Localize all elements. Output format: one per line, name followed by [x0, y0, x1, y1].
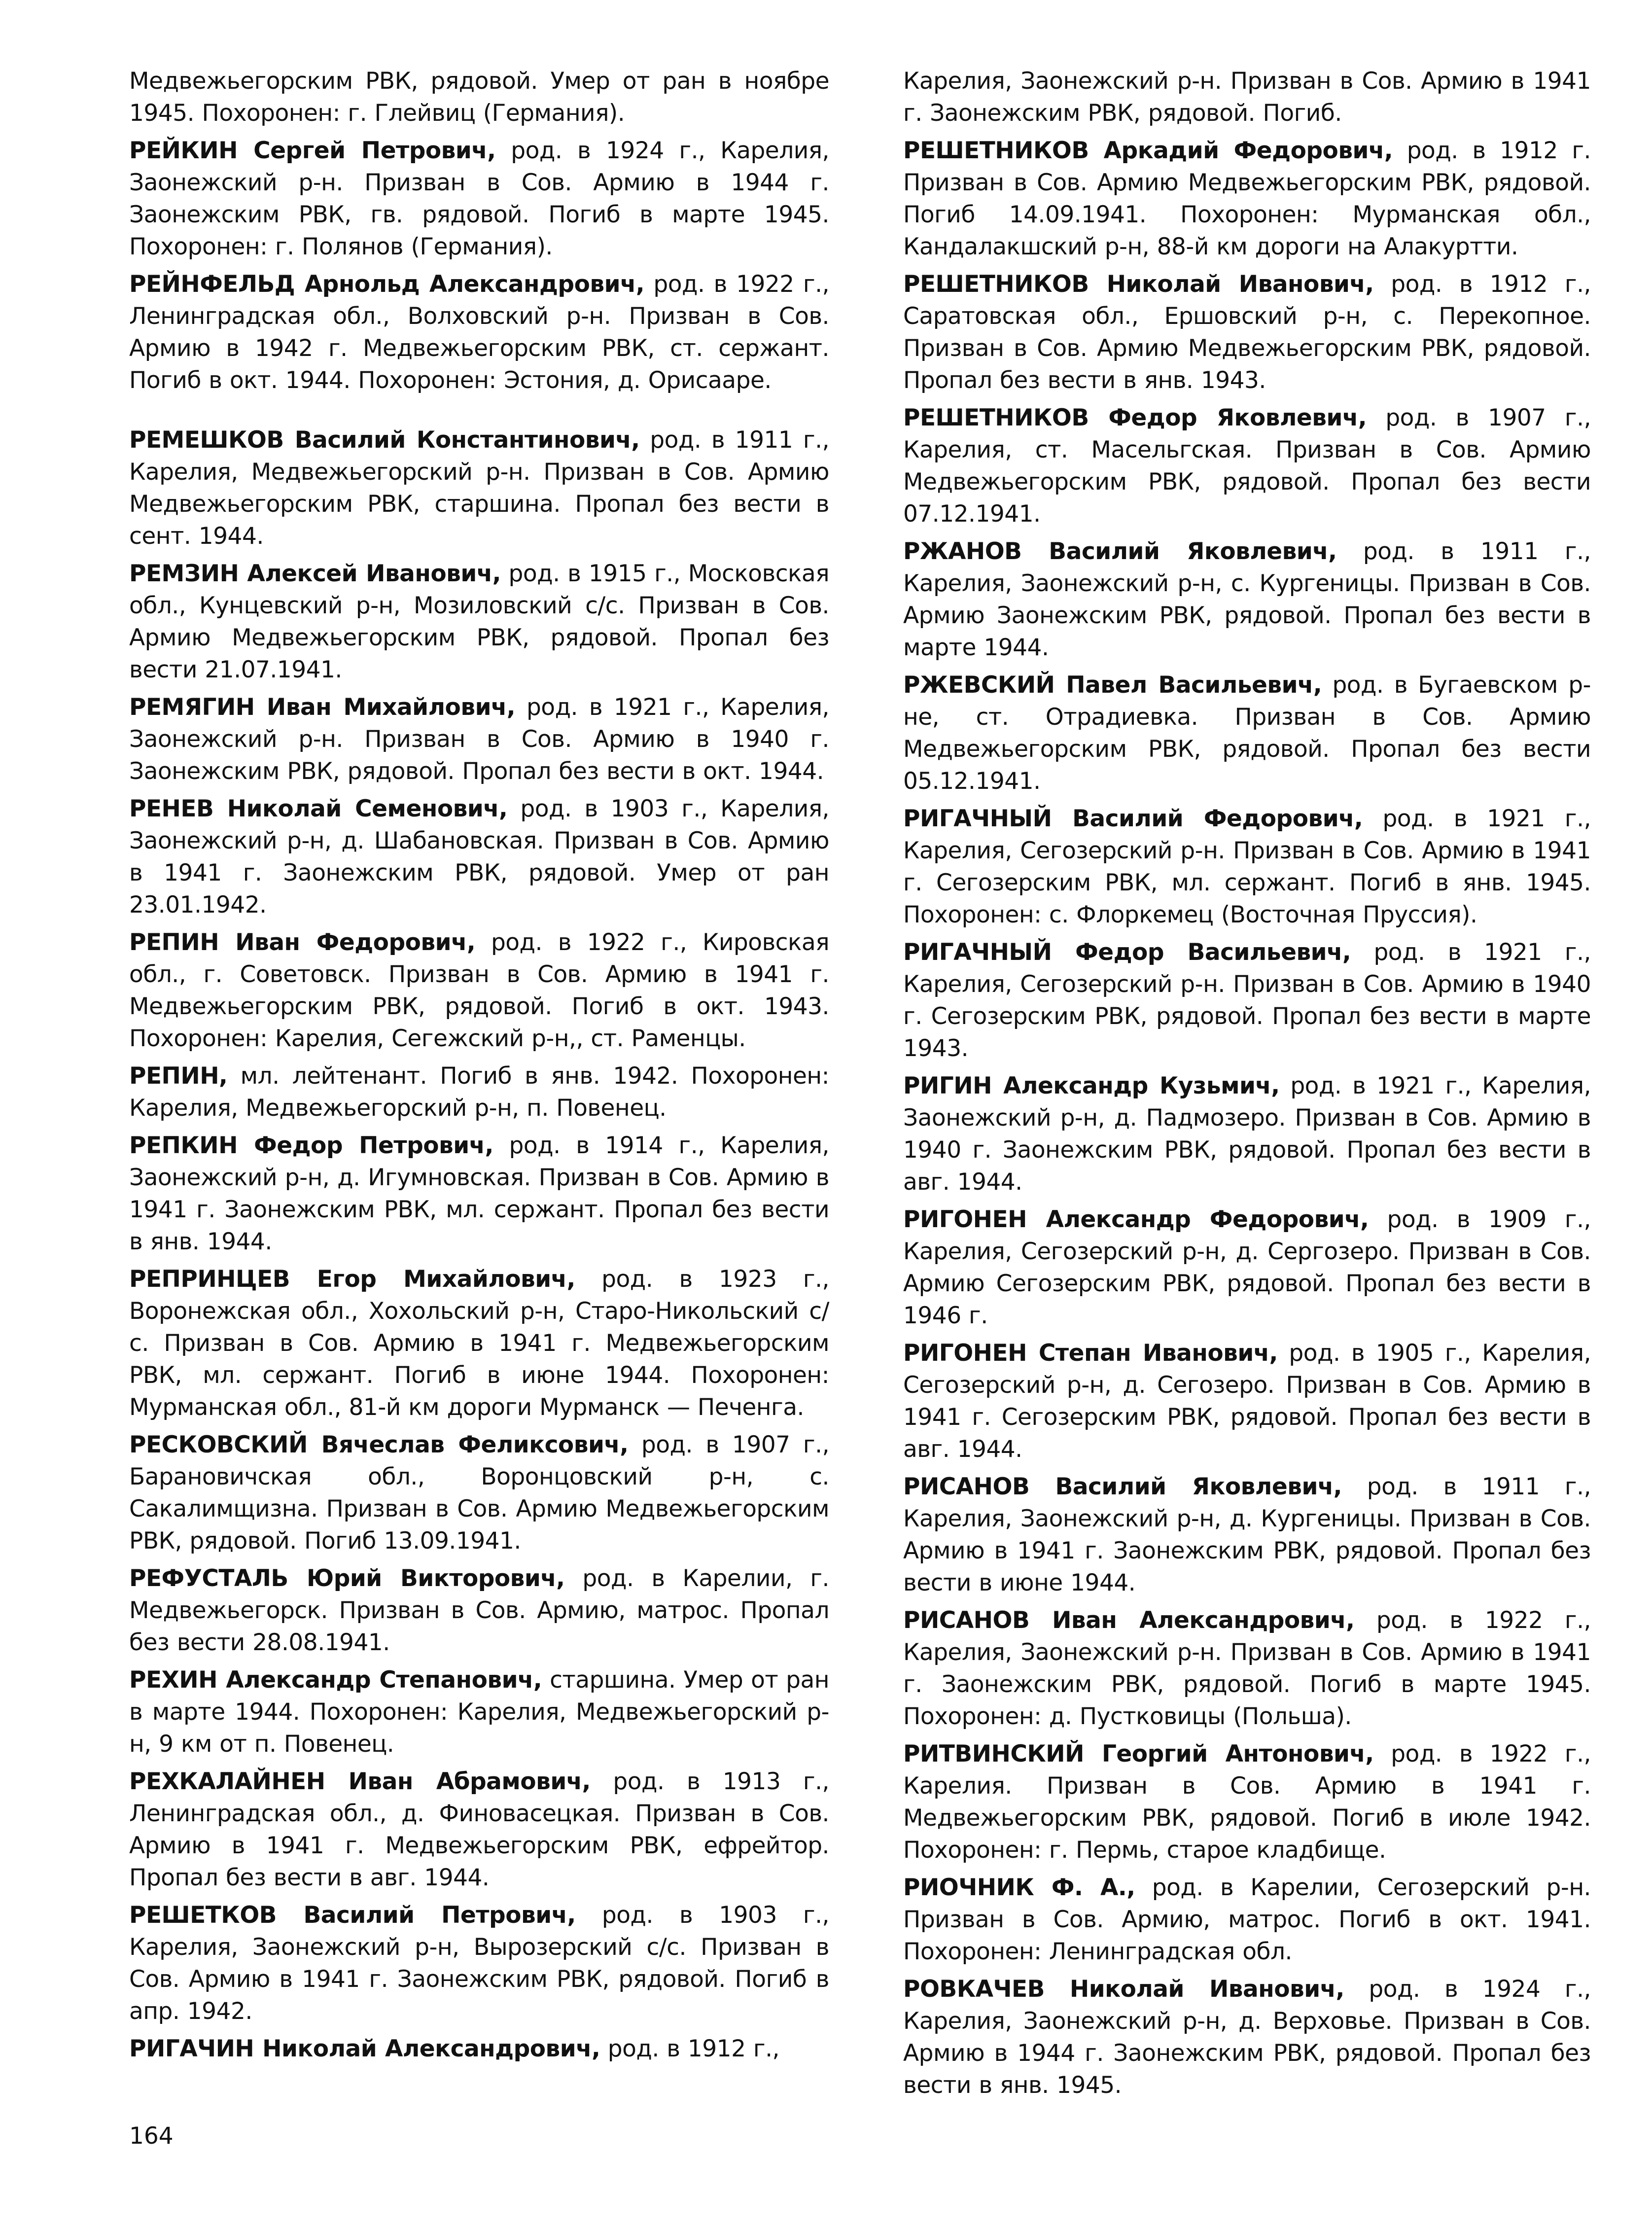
entry-text: род. в 1911 г., Карелия, Заонежский р-н, с. Кургеницы. Призван в Сов. Армию Заонежским РВК, рядовой. Пропал без вести в марте 1944. — [903, 538, 1591, 661]
entry — [903, 1738, 1591, 1866]
entry-head: РЕШЕТНИКОВ Федор Яковлевич, — [903, 404, 1367, 431]
entry-text: род. в 1921 г., Карелия, Сегозерский р-н. Призван в Сов. Армию в 1940 г. Сегозерским РВК, рядовой. Пропал без вести в марте 1943. — [903, 939, 1591, 1062]
entry — [903, 1471, 1591, 1599]
entry-text: род. в 1921 г., Карелия, Сегозерский р-н. Призван в Сов. Армию в 1941 г. Сегозерским РВК, мл. сержант. Погиб в янв. 1945. Похоронен: с. Флоркемец (Восточная Пруссия). — [903, 805, 1591, 928]
entry — [129, 65, 829, 129]
entry-head: РИГОНЕН Александр Федорович, — [903, 1206, 1369, 1233]
entry — [129, 2033, 829, 2065]
entry-head: РЕХИН Александр Степанович, — [129, 1666, 542, 1694]
right-column — [903, 65, 1591, 2107]
entry — [129, 1562, 829, 1659]
entry-text: Карелия, Заонежский р-н. Призван в Сов. Армию в 1941 г. Заонежским РВК, рядовой. Погиб. — [903, 68, 1591, 127]
entry-text: род. в Бугаевском р-не, ст. Отрадиевка. Призван в Сов. Армию Медвежьегорским РВК, рядовой. Пропал без вести 05.12.1941. — [903, 672, 1591, 795]
entry-text: род. в 1922 г., Кировская обл., г. Советовск. Призван в Сов. Армию в 1941 г. Медвежьегорским РВК, рядовой. Погиб в окт. 1943. Похоронен: Карелия, Сегежский р-н,, ст. Раменцы. — [129, 929, 829, 1052]
entry-head: РЕСКОВСКИЙ Вячеслав Феликсович, — [129, 1431, 629, 1458]
entry-head: РИГАЧИН Николай Александрович, — [129, 2035, 600, 2062]
entry-text: род. в 1903 г., Карелия, Заонежский р-н, д. Шабановская. Призван в Сов. Армию в 1941 г. Заонежским РВК, рядовой. Умер от ран 23.01.1942. — [129, 795, 830, 919]
entry-head: РЕНЕВ Николай Семенович, — [129, 795, 508, 822]
entry-head: РЕШЕТНИКОВ Николай Иванович, — [903, 271, 1374, 298]
entry — [129, 558, 829, 686]
entry-head: РЕМЗИН Алексей Иванович, — [129, 560, 501, 587]
entry — [903, 535, 1591, 664]
entry-head: РЕПИН Иван Федорович, — [129, 929, 476, 956]
entry-head: РИСАНОВ Василий Яковлевич, — [903, 1473, 1342, 1500]
entry — [129, 1766, 829, 1894]
entry-head: РЕХКАЛАЙНЕН Иван Абрамович, — [129, 1768, 591, 1795]
entry — [129, 1664, 829, 1760]
entry-text: род. в 1914 г., Карелия, Заонежский р-н, д. Игумновская. Призван в Сов. Армию в 1941 г. Заонежским РВК, мл. сержант. Пропал без вести в янв. 1944. — [129, 1132, 830, 1255]
entry-head: РЕПИН, — [129, 1062, 228, 1090]
entry-text: род. в 1907 г., Карелия, ст. Масельгская. Призван в Сов. Армию Медвежьегорским РВК, рядовой. Пропал без вести 07.12.1941. — [903, 404, 1591, 528]
entry-head: РИГОНЕН Степан Иванович, — [903, 1340, 1278, 1367]
entry — [129, 424, 829, 552]
entry-text: род. в 1922 г., Ленинградская обл., Волховский р-н. Призван в Сов. Армию в 1942 г. Медвежьегорским РВК, ст. сержант. Погиб в окт. 1944. Похоронен: Эстония, д. Орисааре. — [129, 271, 830, 394]
entry-text: род. в 1912 г., Саратовская обл., Ершовский р-н, с. Перекопное. Призван в Сов. Армию Медвежьегорским РВК, рядовой. Пропал без вести в янв. 1943. — [903, 271, 1591, 394]
entry-text: род. в Карелии, Сегозерский р-н. Призван в Сов. Армию, матрос. Погиб в окт. 1941. Похоронен: Ленинградская обл. — [903, 1874, 1591, 1965]
entry-text: род. в 1913 г., Ленинградская обл., д. Финовасецкая. Призван в Сов. Армию в 1941 г. Медвежьегорским РВК, ефрейтор. Пропал без вести в авг. 1944. — [129, 1768, 829, 1891]
entry-head: РЕПКИН Федор Петрович, — [129, 1132, 493, 1159]
page-number: 164 — [129, 2122, 174, 2150]
entry — [903, 402, 1591, 530]
entry-head: РИОЧНИК Ф. А., — [903, 1874, 1135, 1901]
entry-head: РЕМЯГИН Иван Михайлович, — [129, 694, 516, 721]
entry-head: РЕШЕТКОВ Василий Петрович, — [129, 1902, 576, 1929]
entry — [903, 1337, 1591, 1465]
entry-head: РЕМЕШКОВ Василий Константинович, — [129, 426, 640, 454]
entry — [903, 268, 1591, 396]
entry-head: РЕПРИНЦЕВ Егор Михайлович, — [129, 1266, 575, 1293]
entry-head: РЖЕВСКИЙ Павел Васильевич, — [903, 672, 1322, 699]
entry — [903, 1070, 1591, 1198]
entry — [129, 793, 829, 921]
entry — [129, 1263, 829, 1423]
entry-text: род. в 1912 г., — [600, 2035, 779, 2062]
entry-text: род. в 1921 г., Карелия, Заонежский р-н. Призван в Сов. Армию в 1940 г. Заонежским РВК, рядовой. Пропал без вести в окт. 1944. — [129, 694, 829, 785]
entry-text: род. в 1911 г., Карелия, Заонежский р-н, д. Кургеницы. Призван в Сов. Армию в 1941 г. Заонежским РВК, рядовой. Пропал без вести в июне 1944. — [903, 1473, 1591, 1596]
entry-text: род. в 1922 г., Карелия, Заонежский р-н. Призван в Сов. Армию в 1941 г. Заонежским РВК, рядовой. Погиб в марте 1945. Похоронен: д. Пустковицы (Польша). — [903, 1607, 1591, 1730]
entry-text: род. в 1907 г., Барановичская обл., Воронцовский р-н, с. Сакалимщизна. Призван в Сов. Армию Медвежьегорским РВК, рядовой. Погиб 13.09.1941. — [129, 1431, 830, 1555]
entry-text: род. в 1923 г., Воронежская обл., Хохольский р-н, Старо-Никольский с/с. Призван в Сов. Армию в 1941 г. Медвежьегорским РВК, мл. сержант. Погиб в июне 1944. Похоронен: Мурманская обл., 81-й км дороги Мурманск — Печенга. — [129, 1266, 829, 1421]
entry — [129, 1130, 829, 1258]
entry — [903, 803, 1591, 931]
entry-text: род. в 1922 г., Карелия. Призван в Сов. Армию в 1941 г. Медвежьегорским РВК, рядовой. Погиб в июле 1942. Похоронен: г. Пермь, старое кладбище. — [903, 1740, 1591, 1864]
entry-head: РИГИН Александр Кузьмич, — [903, 1072, 1280, 1099]
entry — [903, 936, 1591, 1064]
entry-text: род. в Карелии, г. Медвежьегорск. Призван в Сов. Армию, матрос. Пропал без вести 28.08.1941. — [129, 1565, 829, 1656]
entry-text: старшина. Умер от ран в марте 1944. Похоронен: Карелия, Медвежьегорский р-н, 9 км от п. Повенец. — [129, 1666, 829, 1758]
entry-text: род. в 1924 г., Карелия, Заонежский р-н, д. Верховье. Призван в Сов. Армию в 1944 г. Заонежским РВК, рядовой. Пропал без вести в янв. 1945. — [903, 1976, 1591, 2099]
entry — [903, 65, 1591, 129]
entry-head: РЖАНОВ Василий Яковлевич, — [903, 538, 1337, 565]
entry-head: РИТВИНСКИЙ Георгий Антонович, — [903, 1740, 1374, 1768]
entry-head: РЕЙНФЕЛЬД Арнольд Александрович, — [129, 271, 645, 298]
entry — [129, 1060, 829, 1124]
entry-text: род. в 1924 г., Карелия, Заонежский р-н. Призван в Сов. Армию в 1944 г. Заонежским РВК, гв. рядовой. Погиб в марте 1945. Похоронен: г. Полянов (Германия). — [129, 137, 829, 260]
entry-text: род. в 1911 г., Карелия, Медвежьегорский р-н. Призван в Сов. Армию Медвежьегорским РВК, старшина. Пропал без вести в сент. 1944. — [129, 426, 830, 550]
entry — [903, 669, 1591, 797]
entry — [129, 135, 829, 263]
entry-head: РЕФУСТАЛЬ Юрий Викторович, — [129, 1565, 565, 1592]
entry-text: род. в 1912 г. Призван в Сов. Армию Медвежьегорским РВК, рядовой. Погиб 14.09.1941. Похоронен: Мурманская обл., Кандалакшский р-н, 88-й км дороги на Алакуртти. — [903, 137, 1591, 260]
entry — [129, 1899, 829, 2027]
entry-text: род. в 1909 г., Карелия, Сегозерский р-н, д. Сергозеро. Призван в Сов. Армию Сегозерским РВК, рядовой. Пропал без вести в 1946 г. — [903, 1206, 1591, 1329]
entry-head: РИГАЧНЫЙ Федор Васильевич, — [903, 939, 1351, 966]
entry — [903, 1872, 1591, 1968]
entry — [903, 135, 1591, 263]
entry-text: род. в 1903 г., Карелия, Заонежский р-н, Вырозерский с/с. Призван в Сов. Армию в 1941 г. Заонежским РВК, рядовой. Погиб в апр. 1942. — [129, 1902, 829, 2025]
entry — [903, 1604, 1591, 1733]
entry — [903, 1973, 1591, 2101]
entry — [903, 1203, 1591, 1332]
entry-text: род. в 1915 г., Московская обл., Кунцевский р-н, Мозиловский с/с. Призван в Сов. Армию Медвежьегорским РВК, рядовой. Пропал без вести 21.07.1941. — [129, 560, 829, 683]
entry-head: РОВКАЧЕВ Николай Иванович, — [903, 1976, 1344, 2003]
left-column — [129, 65, 829, 2070]
entry-head: РЕШЕТНИКОВ Аркадий Федорович, — [903, 137, 1393, 164]
entry-head: РЕЙКИН Сергей Петрович, — [129, 137, 496, 164]
entry-text: род. в 1905 г., Карелия, Сегозерский р-н, д. Сегозеро. Призван в Сов. Армию в 1941 г. Сегозерским РВК, рядовой. Пропал без вести в авг. 1944. — [903, 1340, 1591, 1463]
entry — [129, 1429, 829, 1557]
entry-text: мл. лейтенант. Погиб в янв. 1942. Похоронен: Карелия, Медвежьегорский р-н, п. Повенец. — [129, 1062, 829, 1122]
entry-head: РИГАЧНЫЙ Василий Федорович, — [903, 805, 1363, 832]
entry-head: РИСАНОВ Иван Александрович, — [903, 1607, 1355, 1634]
entry-text: род. в 1921 г., Карелия, Заонежский р-н, д. Падмозеро. Призван в Сов. Армию в 1940 г. Заонежским РВК, рядовой. Пропал без вести в авг. 1944. — [903, 1072, 1591, 1196]
entry — [129, 268, 829, 396]
entry — [129, 691, 829, 787]
entry — [129, 926, 829, 1055]
entry-text: Медвежьегорским РВК, рядовой. Умер от ран в ноябре 1945. Похоронен: г. Глейвиц (Германия). — [129, 68, 829, 127]
